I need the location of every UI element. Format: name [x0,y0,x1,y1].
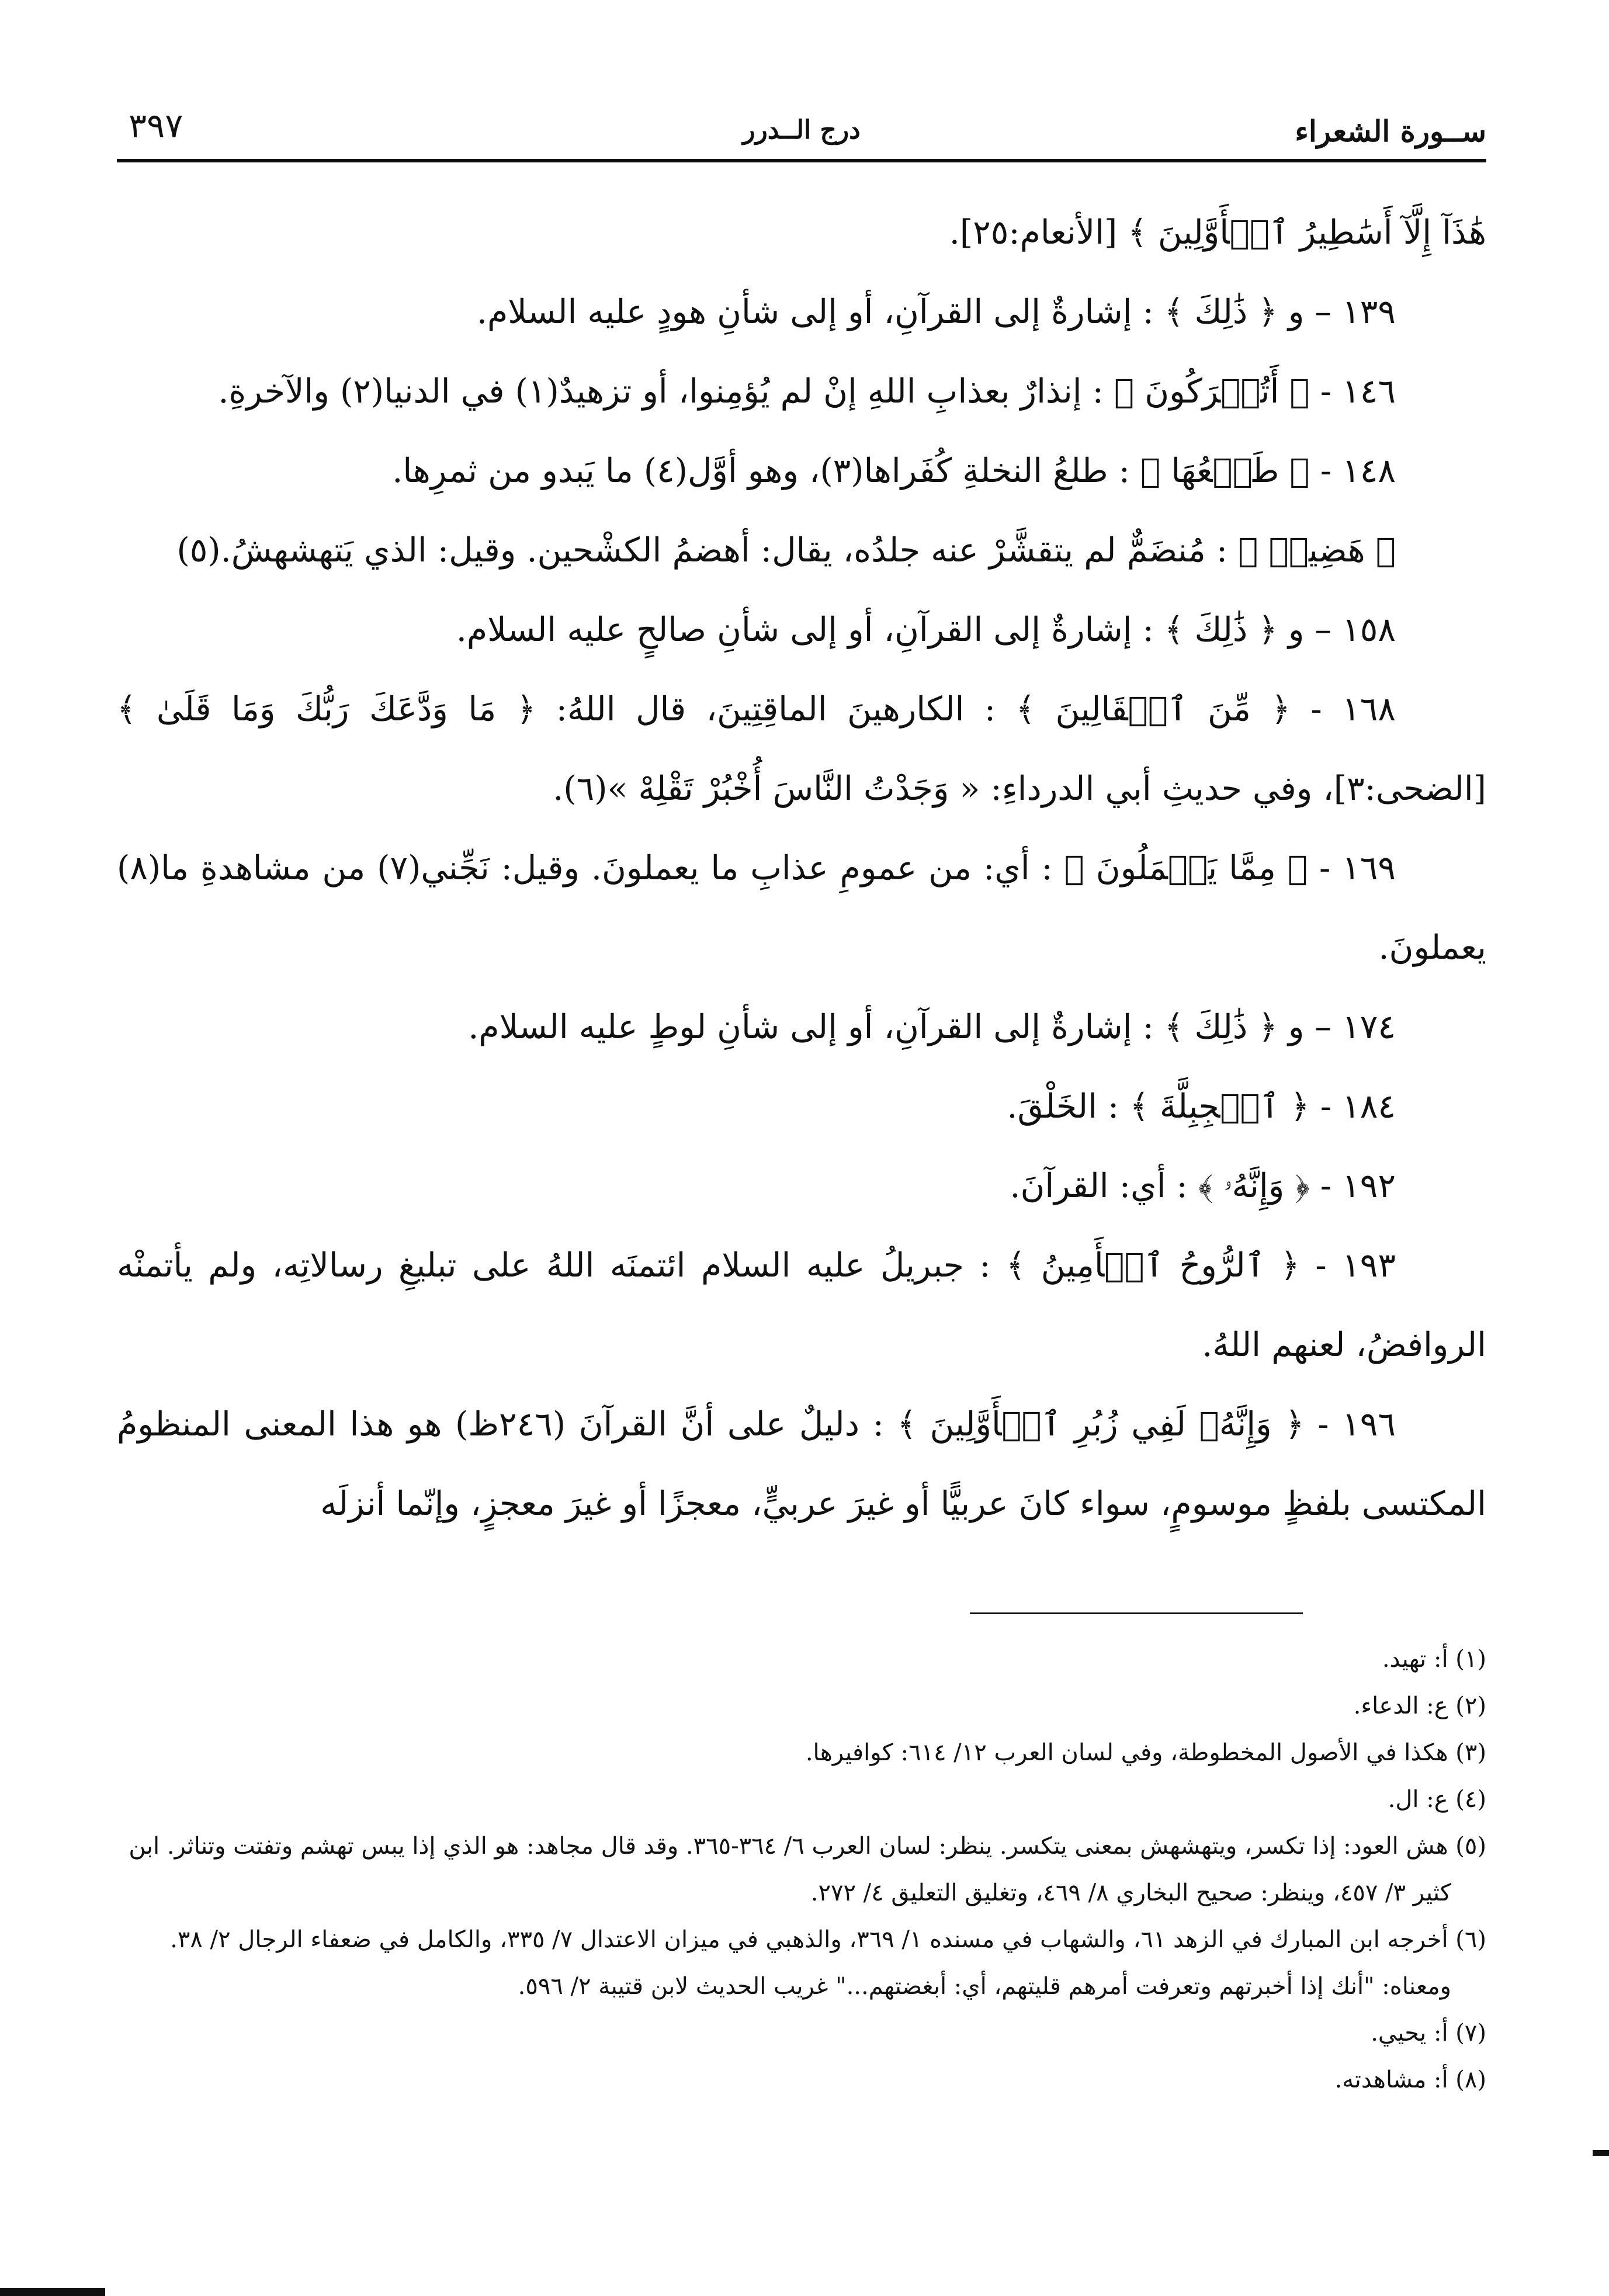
header-rule [117,159,1486,162]
paragraph-10: ١٨٤ - ﴿ ٱلۡجِبِلَّةَ ﴾ : الخَلْقَ. [1007,1087,1396,1126]
footnote-2: (٢) ع: الدعاء. [1353,1692,1486,1719]
paragraph-8: ١٦٩ - ﴿ مِمَّا يَعۡمَلُونَ ﴾ : أي: من عمومِ عذابِ ما يعملونَ. وقيل: نَجِّني(٧) من مشاهدةِ ما(٨) يعملونَ. [117,849,1486,967]
book-title: درج الــدرر [743,115,861,145]
page-number: ٣٩٧ [129,106,183,145]
commentary-text [117,193,1486,1544]
footnote-7: (٧) أ: يحيي. [1371,2020,1486,2047]
surah-title: ســورة الشعراء [1295,114,1486,148]
paragraph-12: ١٩٣ - ﴿ ٱلرُّوحُ ٱلۡأَمِينُ ﴾ : جبريلُ عليه السلام ائتمنَه اللهُ على تبليغِ رسالاتِه، ولم يأتمنْه الروافضُ، لعنهم اللهُ. [117,1246,1486,1364]
footnote-1: (١) أ: تهيد. [1382,1646,1486,1673]
paragraph-13: ١٩٦ - ﴿ وَإِنَّهُۥ لَفِي زُبُرِ ٱلۡأَوَّلِينَ ﴾ : دليلٌ على أنَّ القرآنَ (٢٤٦ظ) هو هذا المعنى المنظومُ المكتسى بلفظٍ موسومٍ، سواء كانَ عربيًّا أو غيرَ عربيٍّ، معجزًا أو غيرَ معجزٍ، وإنّما أنزلَه [117,1405,1486,1523]
paragraph-6: ١٥٨ – و ﴿ ذَٰلِكَ ﴾ : إشارةٌ إلى القرآنِ، أو إلى شأنِ صالحٍ عليه السلام. [456,611,1396,649]
paragraph-5: ﴿ هَضِيمٞ ﴾ : مُنضَمٌّ لم يتقشَّرْ عنه جلدُه، يقال: أهضمُ الكشْحين. وقيل: الذي يَتهشهشُ.(٥) [176,531,1396,570]
footnote-8: (٨) أ: مشاهدته. [1334,2066,1486,2093]
scan-corner-mark [0,2288,105,2296]
footnote-6: (٦) أخرجه ابن المبارك في الزهد ٦١، والشهاب في مسنده ١/ ٣٦٩، والذهبي في ميزان الاعتدال ٧/ ٣٣٥، والكامل في ضعفاء الرجال ٢/ ٣٨. ومعناه: "أنك إذا أخبرتهم وتعرفت أمرهم قليتهم، أي: أبغضتهم..." غريب الحديث لابن قتيبة ٢/ ٥٩٦. [170,1926,1486,2000]
paragraph-11: ١٩٢ - ﴿ وَإِنَّهُۥ ﴾ : أي: القرآنَ. [1010,1167,1396,1205]
footnote-3: (٣) هكذا في الأصول المخطوطة، وفي لسان العرب ١٢/ ٦١٤: كوافيرها. [805,1739,1486,1766]
paragraph-2: ١٣٩ – و ﴿ ذَٰلِكَ ﴾ : إشارةٌ إلى القرآنِ، أو إلى شأنِ هودٍ عليه السلام. [476,293,1396,331]
footnote-4: (٤) ع: ال. [1388,1786,1486,1813]
scan-edge-mark [1593,2150,1609,2156]
running-header [117,102,1486,155]
paragraph-3: ١٤٦ - ﴿ أَتُتۡرَكُونَ ﴾ : إنذارٌ بعذابِ اللهِ إنْ لم يُؤمِنوا، أو تزهيدٌ(١) في الدنيا(٢) والآخرةِ. [218,372,1396,411]
footnote-separator [970,1612,1303,1614]
footnote-5: (٥) هش العود: إذا تكسر، ويتهشهش بمعنى يتكسر. ينظر: لسان العرب ٦/ ٣٦٤-٣٦٥. وقد قال مجاهد: هو الذي إذا يبس تهشم وتفتت وتناثر. ابن كثير ٣/ ٤٥٧، وينظر: صحيح البخاري ٨/ ٤٦٩، وتغليق التعليق ٤/ ٢٧٢. [129,1833,1486,1906]
paragraph-4: ١٤٨ - ﴿ طَلۡعُهَا ﴾ : طلعُ النخلةِ كُفَراها(٣)، وهو أوَّل(٤) ما يَبدو من ثمرِها. [392,452,1396,490]
footnotes [117,1636,1486,2103]
paragraph-1: هَٰذَآ إِلَّآ أَسَٰطِيرُ ٱلۡأَوَّلِينَ ﴾ [الأنعام:٢٥]. [949,213,1486,252]
paragraph-7: ١٦٨ - ﴿ مِّنَ ٱلۡقَالِينَ ﴾ : الكارهينَ الماقِتِينَ، قال اللهُ: ﴿ مَا وَدَّعَكَ رَبُّكَ وَمَا قَلَىٰ ﴾ [الضحى:٣]، وفي حديثِ أبي الدرداءِ: « وَجَدْتُ النَّاسَ أُخْبُرْ تَقْلِهْ »(٦). [117,690,1486,808]
paragraph-9: ١٧٤ – و ﴿ ذَٰلِكَ ﴾ : إشارةٌ إلى القرآنِ، أو إلى شأنِ لوطٍ عليه السلام. [468,1008,1396,1046]
